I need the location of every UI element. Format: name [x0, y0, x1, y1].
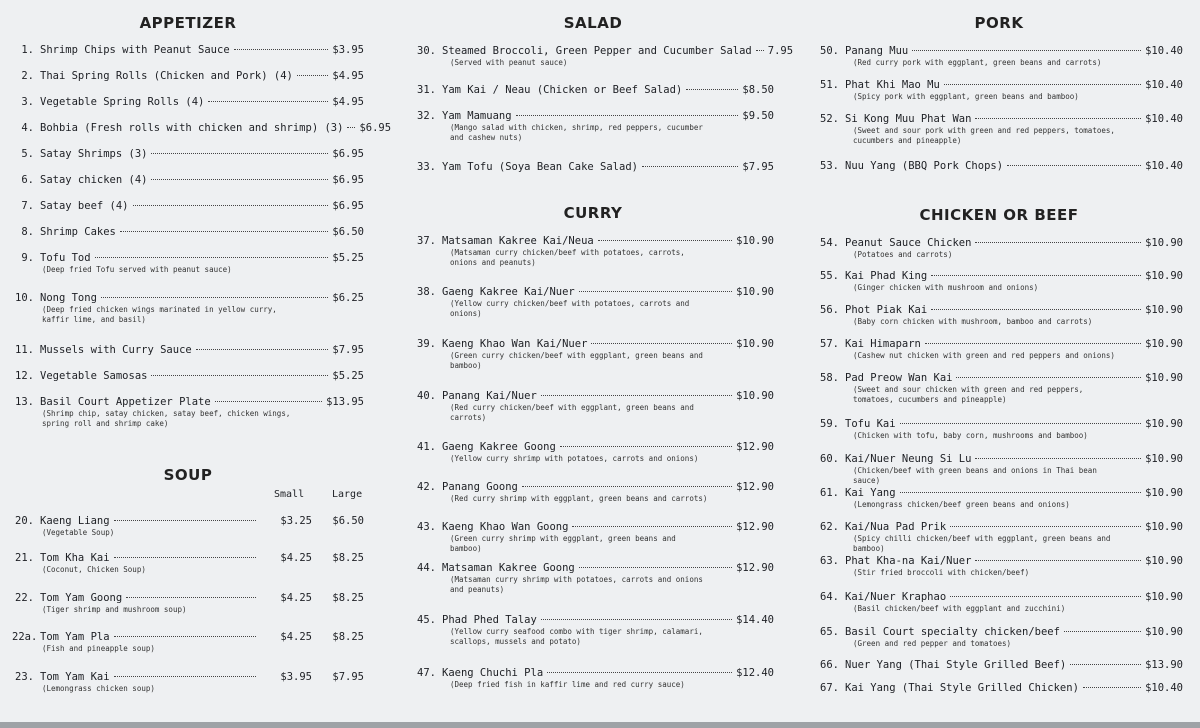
- item-price: $10.90: [736, 338, 774, 350]
- item-number: 22.: [15, 592, 34, 604]
- dot-leader: [541, 619, 732, 620]
- item-price: $12.90: [736, 562, 774, 574]
- item-description: (Sweet and sour pork with green and red peppers, tomatoes, cucumbers and pineapple): [853, 126, 1115, 145]
- item-price: $12.90: [736, 521, 774, 533]
- item-description: (Yellow curry shrimp with potatoes, carrots and onions): [450, 454, 699, 463]
- item-number: 41.: [417, 441, 436, 453]
- item-name: Tom Yam Kai: [40, 671, 110, 683]
- item-number: 42.: [417, 481, 436, 493]
- soup-large-header: Large: [332, 489, 363, 500]
- menu-item: [815, 682, 1183, 695]
- item-name: Shrimp Cakes: [40, 226, 116, 238]
- item-name: Gaeng Kakree Goong: [442, 441, 556, 453]
- dot-leader: [541, 395, 732, 396]
- item-name: Si Kong Muu Phat Wan: [845, 113, 972, 125]
- item-name: Shrimp Chips with Peanut Sauce: [40, 44, 230, 56]
- item-description: (Served with peanut sauce): [450, 58, 568, 67]
- dot-leader: [572, 526, 732, 527]
- dot-leader: [1070, 664, 1141, 665]
- menu-item: [815, 659, 1183, 672]
- item-number: 55.: [820, 270, 839, 282]
- dot-leader: [297, 75, 329, 76]
- item-price: $7.95: [332, 344, 364, 356]
- menu-item: [12, 552, 364, 575]
- dot-leader: [912, 50, 1141, 51]
- dot-leader: [347, 127, 355, 128]
- dot-leader: [114, 676, 256, 677]
- item-name: Tofu Tod: [40, 252, 91, 264]
- item-price-large: $8.25: [332, 592, 364, 604]
- item-name: Kaeng Khao Wan Goong: [442, 521, 569, 533]
- menu-item: [815, 79, 1183, 102]
- item-price: $10.90: [736, 390, 774, 402]
- item-name: Yam Mamuang: [442, 110, 512, 122]
- item-number: 7.: [21, 200, 34, 212]
- item-description: (Yellow curry seafood combo with tiger shrimp, calamari, scallops, mussels and potato): [450, 627, 703, 646]
- item-price: $10.40: [1145, 45, 1183, 57]
- item-price: $10.40: [1145, 113, 1183, 125]
- menu-item: [12, 292, 364, 325]
- menu-item: [815, 270, 1183, 293]
- item-name: Kai/Nuer Kraphao: [845, 591, 947, 603]
- item-price: $10.90: [736, 286, 774, 298]
- menu-item: [815, 338, 1183, 361]
- dot-leader: [120, 231, 329, 232]
- dot-leader: [133, 205, 329, 206]
- item-price: $10.40: [1145, 79, 1183, 91]
- item-description: (Fish and pineapple soup): [42, 644, 155, 653]
- item-description: (Chicken with tofu, baby corn, mushrooms and bamboo): [853, 431, 1088, 440]
- menu-item: [412, 667, 774, 690]
- item-price-small: $3.25: [280, 515, 312, 527]
- dot-leader: [101, 297, 328, 298]
- dot-leader: [579, 291, 732, 292]
- item-name: Satay beef (4): [40, 200, 129, 212]
- menu-item: [12, 44, 364, 57]
- menu-item: [412, 235, 774, 268]
- dot-leader: [1064, 631, 1141, 632]
- item-description: (Red curry chicken/beef with eggplant, green beans and carrots): [450, 403, 694, 422]
- item-name: Phad Phed Talay: [442, 614, 537, 626]
- item-name: Tom Yam Goong: [40, 592, 123, 604]
- item-price: $10.90: [1145, 591, 1183, 603]
- dot-leader: [151, 153, 328, 154]
- item-number: 2.: [21, 70, 34, 82]
- dot-leader: [196, 349, 329, 350]
- dot-leader: [950, 526, 1141, 527]
- item-number: 65.: [820, 626, 839, 638]
- item-number: 13.: [15, 396, 34, 408]
- item-name: Satay Shrimps (3): [40, 148, 148, 160]
- item-number: 50.: [820, 45, 839, 57]
- menu-item: [412, 110, 774, 143]
- item-number: 39.: [417, 338, 436, 350]
- menu-item: [12, 122, 392, 135]
- item-price-large: $7.95: [332, 671, 364, 683]
- item-number: 58.: [820, 372, 839, 384]
- item-number: 5.: [21, 148, 34, 160]
- item-description: (Lemongrass chicken soup): [42, 684, 155, 693]
- item-price: $6.50: [332, 226, 364, 238]
- item-number: 51.: [820, 79, 839, 91]
- menu-item: [412, 521, 774, 554]
- dot-leader: [950, 596, 1141, 597]
- item-name: Yam Tofu (Soya Bean Cake Salad): [442, 161, 638, 173]
- item-price: $10.90: [1145, 418, 1183, 430]
- item-name: Kai Yang (Thai Style Grilled Chicken): [845, 682, 1079, 694]
- item-price: $3.95: [332, 44, 364, 56]
- menu-item: [412, 45, 794, 68]
- item-description: (Deep fried fish in kaffir lime and red curry sauce): [450, 680, 685, 689]
- menu-item: [815, 591, 1183, 614]
- item-price: $10.90: [1145, 555, 1183, 567]
- menu-item: [12, 148, 364, 161]
- item-description: (Green curry chicken/beef with eggplant, green beans and bamboo): [450, 351, 703, 370]
- item-price: $4.95: [332, 70, 364, 82]
- item-number: 22a.: [12, 631, 38, 643]
- menu-item: [12, 671, 364, 694]
- menu-item: [815, 453, 1183, 486]
- item-number: 31.: [417, 84, 436, 96]
- item-price: $12.90: [736, 441, 774, 453]
- item-name: Panang Muu: [845, 45, 909, 57]
- item-name: Tom Kha Kai: [40, 552, 110, 564]
- item-number: 40.: [417, 390, 436, 402]
- item-description: (Deep fried Tofu served with peanut sauce): [42, 265, 232, 274]
- item-name: Phot Piak Kai: [845, 304, 928, 316]
- item-number: 62.: [820, 521, 839, 533]
- item-name: Phat Kha-na Kai/Nuer: [845, 555, 972, 567]
- menu-item: [412, 441, 774, 464]
- menu-item: [12, 252, 364, 275]
- item-number: 53.: [820, 160, 839, 172]
- item-description: (Shrimp chip, satay chicken, satay beef, chicken wings, spring roll and shrimp cake): [42, 409, 291, 428]
- item-price: $13.95: [326, 396, 364, 408]
- dot-leader: [579, 567, 732, 568]
- item-number: 52.: [820, 113, 839, 125]
- item-number: 20.: [15, 515, 34, 527]
- item-number: 4.: [21, 122, 34, 134]
- menu-item: [412, 390, 774, 423]
- dot-leader: [215, 401, 322, 402]
- salad-title: SALAD: [563, 14, 623, 32]
- item-description: (Cashew nut chicken with green and red peppers and onions): [853, 351, 1115, 360]
- item-price: $10.90: [1145, 270, 1183, 282]
- item-description: (Chicken/beef with green beans and onions in Thai bean sauce): [853, 466, 1097, 485]
- dot-leader: [591, 343, 732, 344]
- item-price: $10.90: [1145, 338, 1183, 350]
- soup-title: SOUP: [163, 466, 213, 484]
- item-name: Kaeng Liang: [40, 515, 110, 527]
- item-name: Vegetable Spring Rolls (4): [40, 96, 205, 108]
- page-bottom-edge: [0, 722, 1200, 728]
- item-name: Kaeng Khao Wan Kai/Nuer: [442, 338, 588, 350]
- item-description: (Baby corn chicken with mushroom, bamboo and carrots): [853, 317, 1093, 326]
- item-description: (Vegetable Soup): [42, 528, 115, 537]
- item-description: (Mango salad with chicken, shrimp, red peppers, cucumber and cashew nuts): [450, 123, 703, 142]
- item-name: Kai/Nua Pad Prik: [845, 521, 947, 533]
- item-description: (Basil chicken/beef with eggplant and zucchini): [853, 604, 1066, 613]
- dot-leader: [944, 84, 1141, 85]
- item-price: $10.40: [1145, 682, 1183, 694]
- dot-leader: [1007, 165, 1141, 166]
- item-price: $6.95: [359, 122, 392, 134]
- item-price-small: $3.95: [280, 671, 312, 683]
- dot-leader: [516, 115, 739, 116]
- item-name: Basil Court Appetizer Plate: [40, 396, 211, 408]
- menu-item: [12, 344, 364, 357]
- item-name: Matsaman Kakree Goong: [442, 562, 575, 574]
- menu-item: [815, 237, 1183, 260]
- menu-item: [412, 481, 774, 504]
- item-price: $5.25: [332, 252, 364, 264]
- item-name: Phat Khi Mao Mu: [845, 79, 940, 91]
- item-number: 66.: [820, 659, 839, 671]
- menu-item: [12, 96, 364, 109]
- item-number: 44.: [417, 562, 436, 574]
- item-number: 21.: [15, 552, 34, 564]
- menu-item: [412, 286, 774, 319]
- menu-item: [412, 562, 774, 595]
- item-number: 57.: [820, 338, 839, 350]
- item-price: $10.90: [1145, 372, 1183, 384]
- item-name: Tom Yam Pla: [40, 631, 110, 643]
- item-number: 30.: [417, 45, 436, 57]
- item-price: $4.95: [332, 96, 364, 108]
- item-price: $10.90: [736, 235, 774, 247]
- item-price: $10.40: [1145, 160, 1183, 172]
- menu-item: [12, 515, 364, 538]
- soup-small-header: Small: [274, 489, 305, 500]
- menu-item: [815, 45, 1183, 68]
- item-name: Pad Preow Wan Kai: [845, 372, 953, 384]
- item-number: 54.: [820, 237, 839, 249]
- item-name: Satay chicken (4): [40, 174, 148, 186]
- item-price: $10.90: [1145, 237, 1183, 249]
- item-name: Yam Kai / Neau (Chicken or Beef Salad): [442, 84, 683, 96]
- item-name: Tofu Kai: [845, 418, 896, 430]
- chicken-beef-title: CHICKEN OR BEEF: [919, 206, 1079, 224]
- menu-item: [412, 614, 774, 647]
- item-name: Kaeng Chuchi Pla: [442, 667, 544, 679]
- dot-leader: [114, 520, 256, 521]
- item-description: (Potatoes and carrots): [853, 250, 953, 259]
- item-price: $8.50: [742, 84, 774, 96]
- item-number: 56.: [820, 304, 839, 316]
- dot-leader: [1083, 687, 1141, 688]
- item-number: 59.: [820, 418, 839, 430]
- menu-item: [412, 84, 774, 97]
- item-price: $6.95: [332, 174, 364, 186]
- dot-leader: [975, 118, 1141, 119]
- item-number: 47.: [417, 667, 436, 679]
- dot-leader: [900, 423, 1141, 424]
- item-description: (Coconut, Chicken Soup): [42, 565, 146, 574]
- dot-leader: [208, 101, 328, 102]
- item-name: Panang Goong: [442, 481, 518, 493]
- menu-item: [12, 70, 364, 83]
- menu-item: [815, 487, 1183, 510]
- item-name: Mussels with Curry Sauce: [40, 344, 192, 356]
- item-price: $13.90: [1145, 659, 1183, 671]
- item-name: Panang Kai/Nuer: [442, 390, 537, 402]
- item-name: Bohbia (Fresh rolls with chicken and shrimp) (3): [40, 122, 344, 134]
- dot-leader: [642, 166, 738, 167]
- item-name: Kai Phad King: [845, 270, 928, 282]
- menu-item: [815, 555, 1183, 578]
- item-price-small: $4.25: [280, 552, 312, 564]
- item-price-large: $6.50: [332, 515, 364, 527]
- item-name: Matsaman Kakree Kai/Neua: [442, 235, 594, 247]
- item-number: 33.: [417, 161, 436, 173]
- item-price: $6.25: [332, 292, 364, 304]
- appetizer-title: APPETIZER: [139, 14, 237, 32]
- item-description: (Spicy pork with eggplant, green beans and bamboo): [853, 92, 1079, 101]
- item-name: Nuu Yang (BBQ Pork Chops): [845, 160, 1004, 172]
- item-name: Gaeng Kakree Kai/Nuer: [442, 286, 575, 298]
- item-description: (Stir fried broccoli with chicken/beef): [853, 568, 1030, 577]
- item-name: Basil Court specialty chicken/beef: [845, 626, 1060, 638]
- menu-item: [412, 338, 774, 371]
- item-price: $10.90: [1145, 304, 1183, 316]
- menu-item: [12, 226, 364, 239]
- item-price: $6.95: [332, 148, 364, 160]
- dot-leader: [900, 492, 1141, 493]
- item-name: Kai/Nuer Neung Si Lu: [845, 453, 972, 465]
- item-price: 7.95: [767, 45, 794, 57]
- item-price: $7.95: [742, 161, 774, 173]
- item-number: 61.: [820, 487, 839, 499]
- item-price: $6.95: [332, 200, 364, 212]
- pork-title: PORK: [974, 14, 1024, 32]
- item-name: Thai Spring Rolls (Chicken and Pork) (4): [40, 70, 293, 82]
- dot-leader: [975, 458, 1141, 459]
- item-number: 32.: [417, 110, 436, 122]
- item-description: (Matsaman curry chicken/beef with potatoes, carrots, onions and peanuts): [450, 248, 685, 267]
- item-description: (Ginger chicken with mushroom and onions): [853, 283, 1039, 292]
- item-number: 3.: [21, 96, 34, 108]
- curry-title: CURRY: [563, 204, 623, 222]
- item-number: 38.: [417, 286, 436, 298]
- item-number: 67.: [820, 682, 839, 694]
- item-description: (Red curry shrimp with eggplant, green beans and carrots): [450, 494, 708, 503]
- menu-item: [815, 418, 1183, 441]
- item-name: Peanut Sauce Chicken: [845, 237, 972, 249]
- item-name: Kai Himaparn: [845, 338, 921, 350]
- item-price-large: $8.25: [332, 631, 364, 643]
- item-number: 12.: [15, 370, 34, 382]
- dot-leader: [975, 242, 1141, 243]
- dot-leader: [686, 89, 738, 90]
- item-price: $10.90: [1145, 521, 1183, 533]
- item-description: (Tiger shrimp and mushroom soup): [42, 605, 187, 614]
- item-number: 11.: [15, 344, 34, 356]
- item-description: (Spicy chilli chicken/beef with eggplant, green beans and bamboo): [853, 534, 1111, 553]
- item-price-small: $4.25: [280, 631, 312, 643]
- menu-item: [815, 160, 1183, 173]
- dot-leader: [756, 50, 764, 51]
- dot-leader: [114, 557, 256, 558]
- item-number: 43.: [417, 521, 436, 533]
- item-description: (Deep fried chicken wings marinated in yellow curry, kaffir lime, and basil): [42, 305, 277, 324]
- item-number: 8.: [21, 226, 34, 238]
- dot-leader: [931, 275, 1141, 276]
- menu-item: [12, 174, 364, 187]
- dot-leader: [114, 636, 256, 637]
- dot-leader: [598, 240, 732, 241]
- item-description: (Red curry pork with eggplant, green beans and carrots): [853, 58, 1102, 67]
- item-description: (Sweet and sour chicken with green and red peppers, tomatoes, cucumbers and pineapple): [853, 385, 1084, 404]
- menu-item: [12, 370, 364, 383]
- dot-leader: [234, 49, 329, 50]
- item-number: 64.: [820, 591, 839, 603]
- item-price: $14.40: [736, 614, 774, 626]
- item-price: $5.25: [332, 370, 364, 382]
- menu-item: [815, 521, 1183, 554]
- item-price-large: $8.25: [332, 552, 364, 564]
- menu-item: [12, 200, 364, 213]
- menu-item: [12, 396, 364, 429]
- menu-item: [12, 592, 364, 615]
- dot-leader: [547, 672, 732, 673]
- item-description: (Lemongrass chicken/beef green beans and onions): [853, 500, 1070, 509]
- dot-leader: [560, 446, 732, 447]
- item-number: 45.: [417, 614, 436, 626]
- item-description: (Green and red pepper and tomatoes): [853, 639, 1012, 648]
- dot-leader: [126, 597, 256, 598]
- menu-item: [815, 304, 1183, 327]
- item-number: 60.: [820, 453, 839, 465]
- dot-leader: [522, 486, 732, 487]
- item-price: $10.90: [1145, 453, 1183, 465]
- item-price: $9.50: [742, 110, 774, 122]
- menu-item: [412, 161, 774, 174]
- item-name: Kai Yang: [845, 487, 896, 499]
- item-number: 37.: [417, 235, 436, 247]
- item-name: Nuer Yang (Thai Style Grilled Beef): [845, 659, 1067, 671]
- dot-leader: [925, 343, 1141, 344]
- item-number: 10.: [15, 292, 34, 304]
- item-description: (Matsaman curry shrimp with potatoes, carrots and onions and peanuts): [450, 575, 703, 594]
- dot-leader: [95, 257, 329, 258]
- dot-leader: [931, 309, 1141, 310]
- item-number: 6.: [21, 174, 34, 186]
- dot-leader: [151, 179, 328, 180]
- dot-leader: [151, 375, 328, 376]
- item-price: $10.90: [1145, 626, 1183, 638]
- menu-item: [815, 113, 1183, 146]
- menu-item: [815, 372, 1183, 405]
- menu-item: [815, 626, 1183, 649]
- item-number: 9.: [21, 252, 34, 264]
- dot-leader: [975, 560, 1141, 561]
- item-price: $12.90: [736, 481, 774, 493]
- item-name: Vegetable Samosas: [40, 370, 148, 382]
- item-number: 1.: [21, 44, 34, 56]
- item-name: Steamed Broccoli, Green Pepper and Cucumber Salad: [442, 45, 752, 57]
- item-price: $12.40: [736, 667, 774, 679]
- item-name: Nong Tong: [40, 292, 97, 304]
- item-number: 63.: [820, 555, 839, 567]
- item-price: $10.90: [1145, 487, 1183, 499]
- item-description: (Yellow curry chicken/beef with potatoes, carrots and onions): [450, 299, 690, 318]
- item-price-small: $4.25: [280, 592, 312, 604]
- dot-leader: [956, 377, 1141, 378]
- menu-item: [12, 631, 364, 654]
- item-description: (Green curry shrimp with eggplant, green beans and bamboo): [450, 534, 676, 553]
- item-number: 23.: [15, 671, 34, 683]
